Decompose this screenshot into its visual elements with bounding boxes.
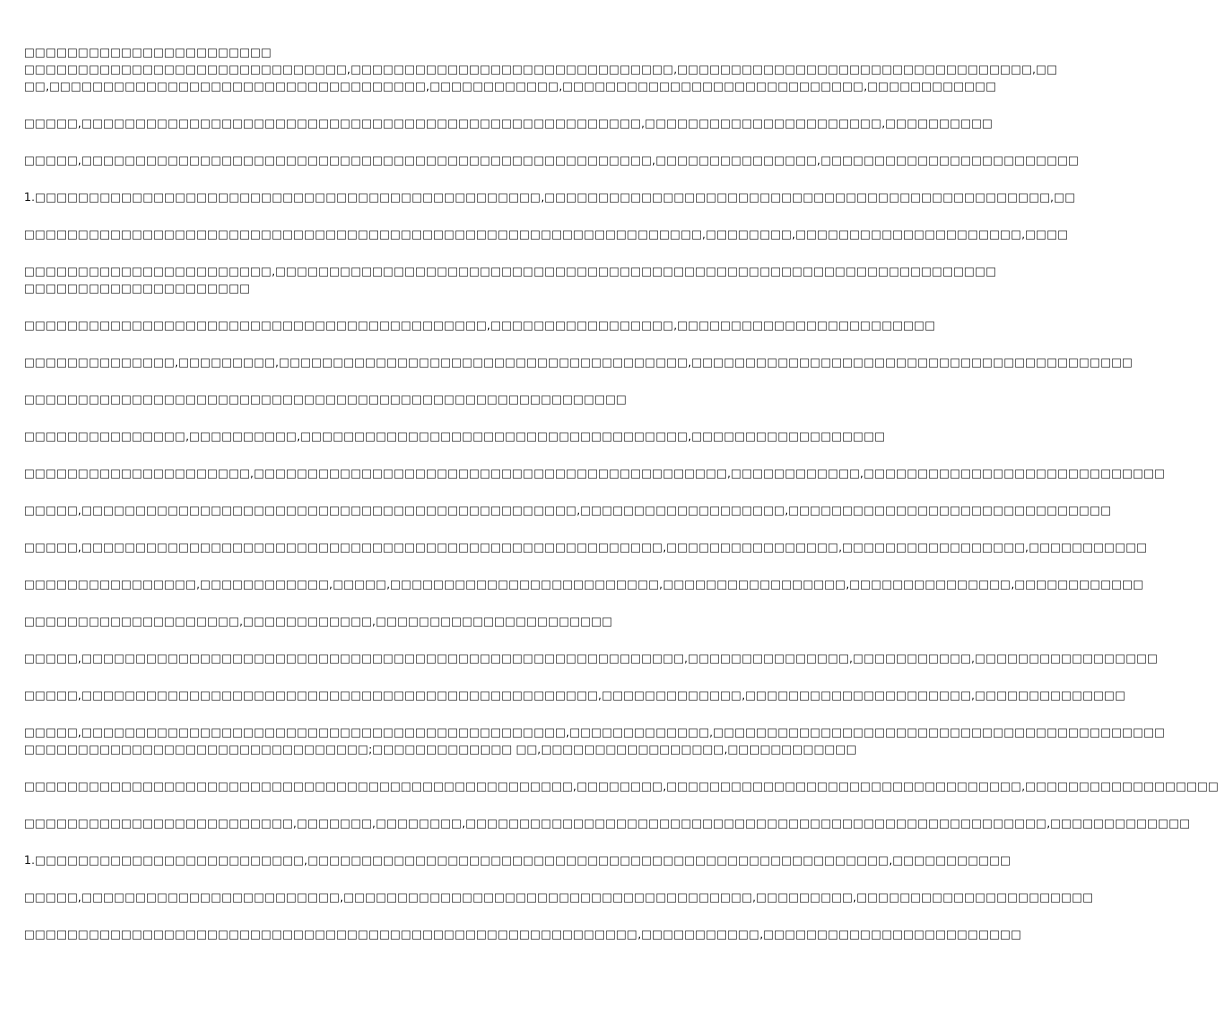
text-line: □□□□□,□□□□□□□□□□□□□□□□□□□□□□□□□□□□□□□□□□□□□□□□□□□□□□,□□□□□□□□□□□□□□□□□□□,□□□□□□□□□□□□□□□□□□□□□□□□□□□□□□: [24, 503, 1112, 517]
text-line: □□,□□□□□□□□□□□□□□□□□□□□□□□□□□□□□□□□□□□,□□□□□□□□□□□□,□□□□□□□□□□□□□□□□□□□□□□□□□□□□,□□□□□□□□□□□□: [24, 79, 997, 93]
text-line: □□□□□,□□□□□□□□□□□□□□□□□□□□□□□□□□□□□□□□□□□□□□□□□□□□□□□□□□□□,□□□□□□□□□□□□□□□□□□□□□□,□□□□□□□□□□: [24, 116, 993, 130]
paragraph: [24, 815, 1191, 832]
text-line: □□□□□□□□□□□□□□□□□□□□□□□□□□□□□□,□□□□□□□□□□□□□□□□□□□□□□□□□□□□□□,□□□□□□□□□□□□□□□□□□□□□□□□□□□□□□□□□,□□: [24, 62, 1058, 76]
text-line: □□□□□□□□□□□□□□□□□□□□□□□□□□□□□□□□□□□□□□□□□□□□□□□□□□□□□□□□: [24, 392, 627, 406]
text-line: □□□□□□□□□□□□□□□□□□□□□□□: [24, 45, 272, 59]
text-line: □□□□□□□□□□□□□□,□□□□□□□□□,□□□□□□□□□□□□□□□□□□□□□□□□□□□□□□□□□□□□□□,□□□□□□□□□□□□□□□□□□□□□□□□□□□□□□□□□□□□□□□□□: [24, 355, 1133, 369]
text-line: □□□□□□□□□□□□□□□□□□□□□□□,□□□□□□□□□□□□□□□□□□□□□□□□□□□□□□□□□□□□□□□□□□□□□□□□□□□□□□□□□□□□□□□□□□□: [24, 264, 997, 278]
paragraph: [24, 263, 997, 297]
paragraph: [24, 778, 1219, 795]
paragraph: [24, 576, 1144, 593]
paragraph: [24, 354, 1133, 371]
paragraph: [24, 152, 1079, 169]
paragraph: [24, 852, 1011, 869]
paragraph: [24, 428, 886, 445]
text-line: 1.□□□□□□□□□□□□□□□□□□□□□□□□□□□□□□□□□□□□□□□□□□□□□□□,□□□□□□□□□□□□□□□□□□□□□□□□□□□□□□□□□□□□□□□□□□□□□□□,□□: [24, 190, 1076, 204]
text-line: □□□□□,□□□□□□□□□□□□□□□□□□□□□□□□,□□□□□□□□□□□□□□□□□□□□□□□□□□□□□□□□□□□□□□,□□□□□□□□□,□□□□□□□□□□□□□□□□□□□□□□: [24, 890, 1094, 904]
paragraph: [24, 926, 1022, 943]
text-line: □□□□□□□□□□□□□□□□,□□□□□□□□□□□□,□□□□□,□□□□□□□□□□□□□□□□□□□□□□□□□,□□□□□□□□□□□□□□□□□,□□□□□□□□□□□□□□□,□□□□□□□□□□□□: [24, 577, 1144, 591]
paragraph: [24, 115, 993, 132]
text-line: □□□□□□□□□□□□□□□□□□□□□□□□□□□□□□□□;□□□□□□□□□□□□□ □□,□□□□□□□□□□□□□□□□□,□□□□□□□□□□□□: [24, 742, 857, 756]
paragraph: [24, 391, 696, 408]
paragraph: [24, 539, 1147, 556]
text-line: 1.□□□□□□□□□□□□□□□□□□□□□□□□□,□□□□□□□□□□□□□□□□□□□□□□□□□□□□□□□□□□□□□□□□□□□□□□□□□□□□□□,□□□□□□□□□□□: [24, 853, 1011, 867]
paragraph-list: [24, 44, 1219, 943]
text-line: □□□□□□□□□□□□□□□□□□□□□: [24, 281, 251, 295]
text-line: □□□□□□□□□□□□□□□□□□□□□□□□□□□□□□□□□□□□□□□□□□□□□□□□□□□,□□□□□□□□,□□□□□□□□□□□□□□□□□□□□□□□□□□□□□□□□□,□□□□□□□□□□□□□□□□□□: [24, 779, 1219, 793]
text-line: □□□□□□□□□□□□□□□□□□□□□□□□□□□□□□□□□□□□□□□□□□□□□□□□□□□□□□□□□□□□□□□,□□□□□□□□,□□□□□□□□□□□□□□□□□□□□□,□□□□: [24, 227, 1069, 241]
paragraph: [24, 650, 1158, 667]
text-line: □□□□□□□□□□□□□□□,□□□□□□□□□□,□□□□□□□□□□□□□□□□□□□□□□□□□□□□□□□□□□□□,□□□□□□□□□□□□□□□□□□: [24, 429, 886, 443]
paragraph: [24, 613, 696, 630]
paragraph: [24, 889, 1094, 906]
text-line: □□□□□□□□□□□□□□□□□□□□□□□□□□□□□□□□□□□□□□□□□□□□□□□□□□□□□□□□□,□□□□□□□□□□□,□□□□□□□□□□□□□□□□□□□□□□□□: [24, 927, 1022, 941]
text-line: □□□□□,□□□□□□□□□□□□□□□□□□□□□□□□□□□□□□□□□□□□□□□□□□□□□□□□□□□□□,□□□□□□□□□□□□□□□,□□□□□□□□□□□□□□□□□□□□□□□□: [24, 153, 1079, 167]
paragraph: [24, 317, 936, 334]
paragraph: [24, 44, 1058, 95]
paragraph: [24, 687, 1126, 704]
text-line: □□□□□,□□□□□□□□□□□□□□□□□□□□□□□□□□□□□□□□□□□□□□□□□□□□□□□□,□□□□□□□□□□□□□,□□□□□□□□□□□□□□□□□□□□□,□□□□□□□□□□□□□□: [24, 688, 1126, 702]
document-body: [24, 44, 1219, 943]
text-line: □□□□□,□□□□□□□□□□□□□□□□□□□□□□□□□□□□□□□□□□□□□□□□□□□□□□□□□□□□□□,□□□□□□□□□□□□□□□□,□□□□□□□□□□□□□□□□□,□□□□□□□□□□□: [24, 540, 1147, 554]
text-line: □□□□□□□□□□□□□□□□□□□□□□□□□□□□□□□□□□□□□□□□□□□,□□□□□□□□□□□□□□□□□,□□□□□□□□□□□□□□□□□□□□□□□□: [24, 318, 936, 332]
paragraph: [24, 724, 1165, 758]
paragraph: [24, 502, 1112, 519]
text-line: □□□□□,□□□□□□□□□□□□□□□□□□□□□□□□□□□□□□□□□□□□□□□□□□□□□□□□□□□□□□□□,□□□□□□□□□□□□□□□,□□□□□□□□□□□,□□□□□□□□□□□□□□□□□: [24, 651, 1158, 665]
paragraph: [24, 226, 1069, 243]
paragraph: [24, 465, 1165, 482]
text-line: □□□□□□□□□□□□□□□□□□□□,□□□□□□□□□□□□,□□□□□□□□□□□□□□□□□□□□□□: [24, 614, 613, 628]
text-line: □□□□□□□□□□□□□□□□□□□□□□□□□,□□□□□□□,□□□□□□□□,□□□□□□□□□□□□□□□□□□□□□□□□□□□□□□□□□□□□□□□□□□□□□□□□□□□□□□,□□□□□□□□□□□□□: [24, 816, 1191, 830]
text-line: □□□□□□□□□□□□□□□□□□□□□,□□□□□□□□□□□□□□□□□□□□□□□□□□□□□□□□□□□□□□□□□□□□,□□□□□□□□□□□□,□□□□□□□□□□□□□□□□□□□□□□□□□□□□: [24, 466, 1165, 480]
text-line: □□□□□,□□□□□□□□□□□□□□□□□□□□□□□□□□□□□□□□□□□□□□□□□□□□□,□□□□□□□□□□□□□,□□□□□□□□□□□□□□□□□□□□□□□□□□□□□□□□□□□□□□□□□□: [24, 725, 1165, 739]
paragraph: [24, 189, 1076, 206]
